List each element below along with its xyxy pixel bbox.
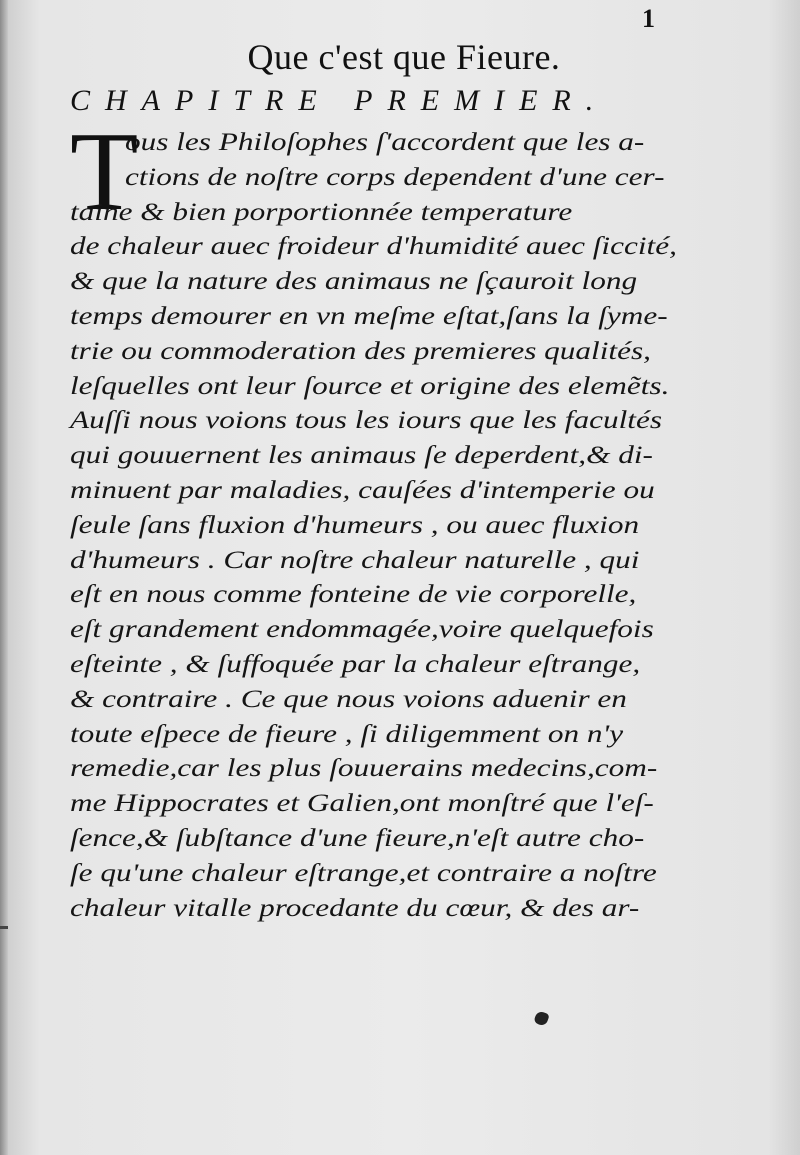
chapter-heading: CHAPITRE PREMIER. bbox=[70, 84, 609, 117]
text-line: chaleur vitalle procedante du cœur, & des ar- bbox=[70, 894, 640, 922]
text-line: ſeule ſans fluxion d'humeurs , ou auec fluxion bbox=[70, 511, 640, 539]
book-page bbox=[8, 0, 800, 1155]
text-line: ſe qu'une chaleur eſtrange,et contraire a noſtre bbox=[70, 859, 657, 887]
text-line: minuent par maladies, cauſées d'intemperie ou bbox=[70, 477, 655, 504]
page-title: Que c'est que Fieure. bbox=[247, 37, 561, 77]
page-edge bbox=[0, 0, 8, 1155]
text-line: ous les Philoſophes ſ'accordent que les a- bbox=[125, 129, 645, 156]
text-line: Auſſi nous voions tous les iours que les facultés bbox=[70, 407, 662, 435]
text-line: taine & bien porportionnée temperature bbox=[70, 198, 573, 226]
ornament-mark bbox=[533, 1010, 550, 1027]
text-line: de chaleur auec froideur d'humidité auec ſiccité, bbox=[70, 233, 677, 261]
text-line: eſt en nous comme fonteine de vie corporelle, bbox=[70, 581, 637, 609]
text-line: ſence,& ſubſtance d'une fieure,n'eſt autre cho- bbox=[70, 825, 645, 852]
folio-number: 1 bbox=[642, 4, 655, 33]
text-line: eſt grandement endommagée,voire quelquefois bbox=[70, 616, 654, 644]
text-line: & que la nature des animaus ne ſçauroit long bbox=[70, 268, 638, 296]
text-line: qui gouuernent les animaus ſe deperdent,& di- bbox=[70, 442, 653, 470]
text-line: & contraire . Ce que nous voions aduenir en bbox=[70, 685, 627, 713]
text-line: remedie,car les plus ſouuerains medecins,com- bbox=[70, 755, 658, 783]
text-line: leſquelles ont leur ſource et origine des elemẽts. bbox=[70, 372, 670, 400]
text-line: temps demourer en vn meſme eſtat,ſans la ſyme- bbox=[70, 303, 668, 330]
drop-cap: T bbox=[70, 110, 139, 234]
text-line: trie ou commoderation des premieres qualités, bbox=[70, 337, 651, 365]
text-line: toute eſpece de fieure , ſi diligemment on n'y bbox=[70, 720, 624, 748]
text-line: me Hippocrates et Galien,ont monſtré que l'eſ- bbox=[70, 790, 654, 818]
text-line: eſteinte , & ſuffoquée par la chaleur eſtrange, bbox=[70, 651, 641, 678]
text-line: ctions de noſtre corps dependent d'une cer- bbox=[125, 163, 665, 191]
text-line: d'humeurs . Car noſtre chaleur naturelle , qui bbox=[70, 546, 640, 574]
